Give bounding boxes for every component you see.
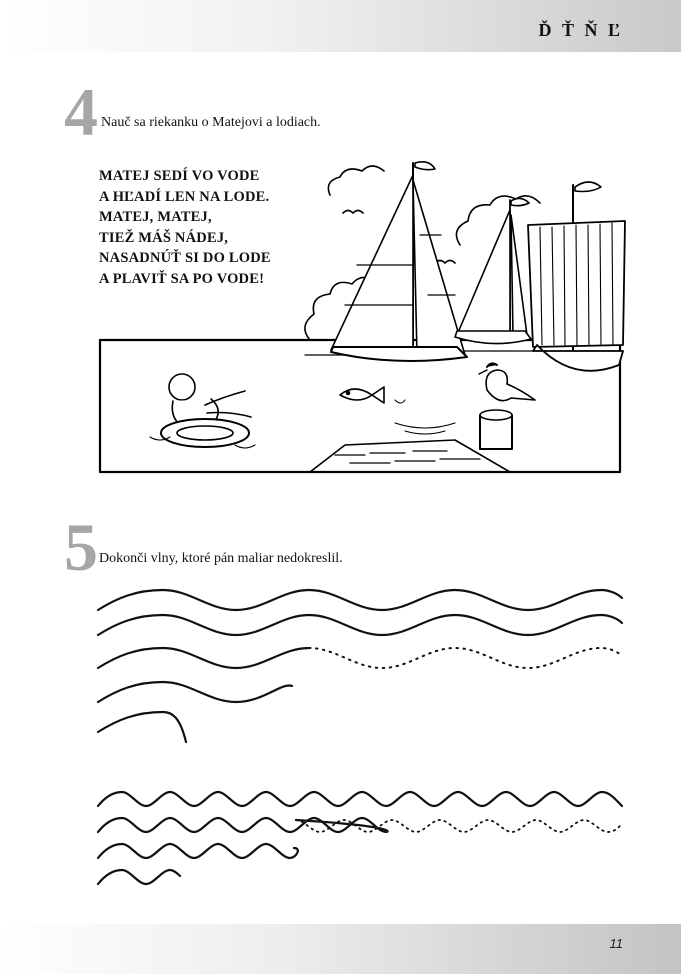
large-wave-rows	[90, 580, 630, 750]
small-wave-rows	[90, 782, 630, 894]
poem-line: TIEŽ MÁŠ NÁDEJ,	[99, 229, 229, 246]
small-wave-partial	[98, 844, 298, 858]
small-wave-partial	[98, 870, 180, 884]
wave-dotted-guide	[309, 648, 622, 668]
task-4-instruction: Nauč sa riekanku o Matejovi a lodiach.	[101, 115, 321, 130]
page-number: 11	[609, 936, 623, 951]
task-5-number: 5	[64, 509, 98, 585]
wave-line-partial	[98, 648, 309, 668]
poem-line: A HĽADÍ LEN NA LODE.	[99, 188, 270, 205]
wave-line-partial	[98, 712, 186, 742]
poem-line: NASADNÚŤ SI DO LODE	[99, 250, 271, 266]
wave-line-complete	[98, 615, 622, 635]
poem-line: A PLAVIŤ SA PO VODE!	[99, 270, 265, 287]
wave-line-complete	[98, 590, 622, 610]
task-5-instruction: Dokonči vlny, ktoré pán maliar nedokreslil.	[99, 551, 343, 566]
wave-line-partial	[98, 682, 292, 702]
poem-line: MATEJ SEDÍ VO VODE	[99, 168, 260, 184]
task-4-number: 4	[64, 74, 98, 150]
poem-line: MATEJ, MATEJ,	[99, 209, 212, 225]
header-bar	[0, 0, 681, 52]
small-wave-complete	[98, 792, 622, 806]
sailing-illustration	[95, 155, 630, 477]
header-letters: Ď Ť Ň Ľ	[538, 20, 623, 40]
footer-bar	[0, 924, 681, 974]
